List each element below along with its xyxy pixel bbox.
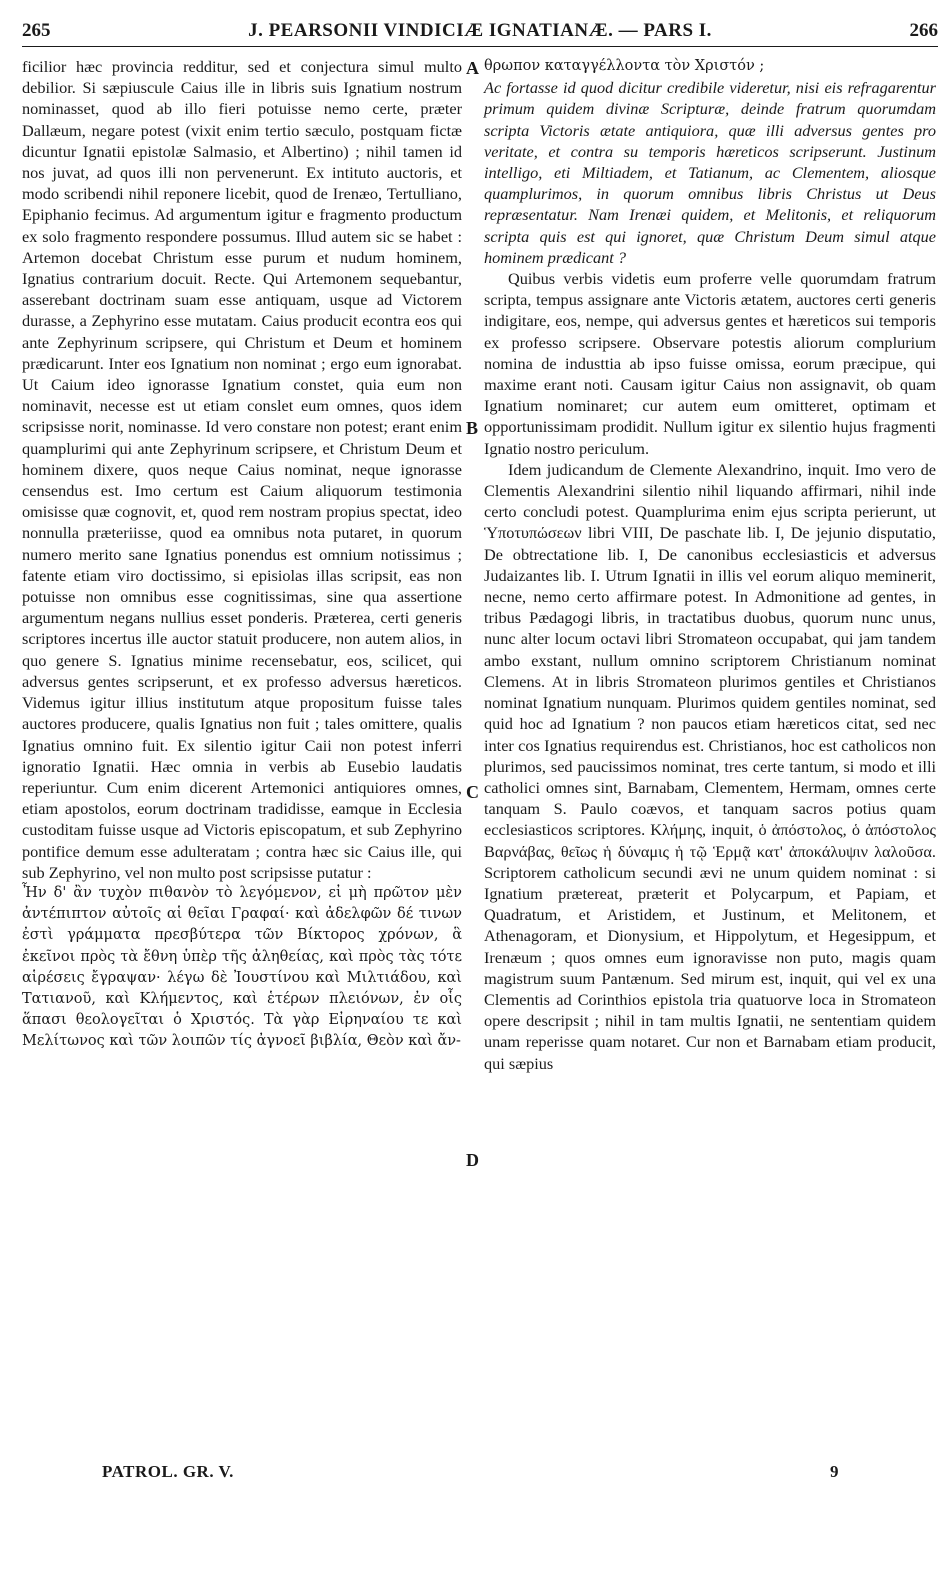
page-number-left: 265 (22, 20, 51, 41)
right-paragraph-commentary: Quibus verbis videtis eum proferre velle quorumdam fratrum scripta, tempus assignare ante Victoris ætatem, auctores certi generis indigitare, eos, nempe, qui adversus gentes et hæreticos sui temporis ex professo scripsere. Observare potestis aliorum complurium nomina de industtia ab ipso fuisse omissa, eorum præcipue, qui maxime erant noti. Causam igitur Caius non assignavit, ob quam Ignatium nominaret; cur autem eum omitteret, optimam et opportunissimam prodidit. Nullum igitur ex silentio hujus fragmenti Ignatio nostro periculum. (484, 269, 936, 458)
right-greek-continuation: θρωπον καταγγέλλοντα τὸν Χριστόν ; (484, 58, 765, 74)
footer-signature: PATROL. GR. V. (102, 1462, 234, 1481)
running-header (22, 16, 938, 47)
left-column (22, 56, 462, 1053)
running-title: J. PEARSONII VINDICIÆ IGNATIANÆ. — PARS I. (248, 20, 712, 41)
footer-sheet-number: 9 (830, 1462, 839, 1481)
margin-marker-d: D (466, 1150, 479, 1170)
margin-marker-b: B (466, 418, 479, 438)
page-number-right: 266 (909, 20, 938, 41)
right-column (484, 56, 936, 1074)
right-paragraph-clement: Idem judicandum de Clemente Alexandrino, inquit. Imo vero de Clementis Alexandrini silentio nihil liquando affirmari, nihil inde certo concludi potest. Quamplurima enim ejus scripta perierunt, ut Ὑποτυπώσεων libri VIII, De paschate lib. I, De jejunio disputatio, De obtrectatione lib. I, De canonibus ecclesiasticis et adversus Judaizantes lib. I. Utrum Ignatii in illis vel eorum aliquo meminerit, necne, nemo certo affirmare potest. In Admonitione ad gentes, in tribus Pædagogi libris, in tractatibus duobus, quorum nunc unus, nunc alter locum octavi libri Stromateon occupabat, qui jam tandem ambo exstant, nullum omnino scriptorem Christianum nominat Clemens. At in libris Stromateon plurimos gentiles et Christianos nominat Ignatium nunquam. Plurimos quidem gentiles nominat, sed quid hoc ad Ignatium ? non paucos etiam hæreticos citat, sed nec inter cos Ignatius requirendus est. Christianos, hoc est catholicos non plurimos, sed paucissimos nominat, tres certe tantum, si modo et illi catholici omnes sint, Barnabam, Clementem, Hermam, omnes certe tanquam S. Paulo coævos, et tanquam sacros potius quam ecclesiasticos scriptores. Κλήμης, inquit, ὁ ἀπόστολος, ὁ ἀπόστολος Βαρνάβας, θεῖως ἡ δύναμις ἡ τῷ Ἑρμᾷ κατ' ἀποκάλυψιν λαλοῦσα. Scriptorem catholicum secundi ævi ne unum quidem nominat : si Ignatium prætereat, præterit et Polycarpum, et Papiam, et Quadratum, et Aristidem, et Justinum, et Melitonem, et Athenagoram, et Dionysium, et Hippolytum, et Hegesippum, et Irenæum ; quos omnes eum ignoravisse non puto, magis quam magistrum suum Pantænum. Sed mirum est, inquit, qui vel ex una Clementis ad Corinthios epistola tria quatuorve loca in Stromateon opere descripsit ; nihil in tam multis Ignatii, ne sententiam quidem unam reperisse quam notaret. Cur non et Barnabam etiam producit, qui sæpius (484, 459, 936, 1073)
left-paragraph-latin: ficilior hæc provincia redditur, sed et conjectura simul multo debilior. Si sæpiuscule Caius ille in libris suis Ignatium nostrum nominasset, quod ab illo fieri potuisse nemo certe, præter Dallæum, negare potest (vixit enim tertio sæculo, postquam fictæ dicuntur Ignatii epistolæ Salmasio, et Albertino) ; nihil tamen id nos juvat, ad quos illi non pervenerunt. Ex intituto auctoris, et modo scribendi nihil reponere licebit, quod de Irenæo, Tertulliano, Epiphanio fecimus. Ad argumentum igitur e fragmento productum ex solo fragmento respondere possumus. Illud autem sic se habet : Artemon docebat Christum esse purum et nudum hominem, Ignatius contrarium docuit. Recte. Qui Artemonem sequebantur, asserebant doctrinam suam esse antiquam, usque ad Victorem durasse, a Zephyrino esse mutatam. Caius producit econtra eos qui ante Zephyrinum scripsere, qui Christum et Deum et hominem prædicarunt. Inter eos Ignatium non nominat ; ergo eum ignorabat. Ut Caium ideo ignorasse Ignatium constet, quia eum non nominavit, necesse est ut etiam conslet eum omnes, quos idem scripsisse norit, nominasse. Id vero constare non potest; erant enim quamplurimi qui ante Zephyrinum scripsere, et Christum Deum et hominem dixere, quos neque Caius nominat, neque ignorasse censendus est. Imo certum est Caium aliquorum testimonia omisisse quæ cognovit, et, quod rem nostram propius spectat, ideo nonnulla præteriisse, quod ea omnibus nota putaret, in quorum numero merito sane Ignatius ponendus est omnium notissimus ; fatente etiam viro doctissimo, si episiolas illas scripsit, eas non potuisse non omnibus esse cognitissimas, sine qua assertione argumentum negans nullius esset ponderis. Præterea, certi generis scriptores incertus ille auctor statuit producere, non autem alios, in quo genere S. Ignatius minime recensebatur, eos, scilicet, qui adversus gentes scripserunt, et ex professo adversus hæreticos. Videmus igitur illius institutum atque propositum fuisse tales auctores producere, qualis Ignatius non fuit ; tales omittere, qualis Ignatius omnino fuit. Ex silentio igitur Caii non potest inferri ignoratio Ignatii. Hæc omnia in verbis ab Eusebio laudatis reperiuntur. Cum enim dicerent Artemonici antiquiores omnes, etiam apostolos, eorum doctrinam tradidisse, eamque in Ecclesia custoditam fuisse usque ad Victoris episcopatum, et sub Zephyrino pontifice demum esse adulteratam ; contra hæc sic Caius ille, qui sub Zephyrino, vel non multo post scripsisse putatur : (22, 57, 462, 882)
left-paragraph-greek: Ἦν δ' ἂν τυχὸν πιθανὸν τὸ λεγόμενον, εἰ μὴ πρῶτον μὲν ἀντέπιπτον αὐτοῖς αἱ θεῖαι Γραφαί· καὶ ἀδελφῶν δέ τινων ἐστὶ γράμματα πρεσβύτερα τῶν Βίκτορος χρόνων, ἃ ἐκεῖνοι πρὸς τὰ ἔθνη ὑπὲρ τῆς ἀληθείας, καὶ πρὸς τὰς τότε αἱρέσεις ἔγραψαν· λέγω δὲ Ἰουστίνου καὶ Μιλτιάδου, καὶ Τατιανοῦ, καὶ Κλήμεντος, καὶ ἑτέρων πλειόνων, ἐν οἷς ἅπασι θεολογεῖται ὁ Χριστός. Τὰ γὰρ Εἰρηναίου τε καὶ Μελίτωνος καὶ τῶν λοιπῶν τίς ἀγνοεῖ βιβλία, Θεὸν καὶ ἄν- (22, 884, 462, 1050)
margin-marker-c: C (466, 782, 479, 802)
right-latin-translation: Ac fortasse id quod dicitur credibile videretur, nisi eis refragarentur primum quidem divinæ Scripturæ, deinde fratrum quorumdam scripta Victoris ætate antiquiora, quæ illi adversus gentes pro veritate, et contra su temporis hæreticos scripserunt. Justinum intelligo, eti Miltiadem, et Tatianum, ac Clementem, aliosque quamplurimos, in quorum omnibus libris Christus ut Deus repræsentatur. Nam Irenæi quidem, et Melitonis, et reliquorum scripta quis est qui ignoret, quæ Christum Deum simul atque hominem prædicant ? (484, 78, 936, 267)
margin-marker-a: A (466, 58, 479, 78)
